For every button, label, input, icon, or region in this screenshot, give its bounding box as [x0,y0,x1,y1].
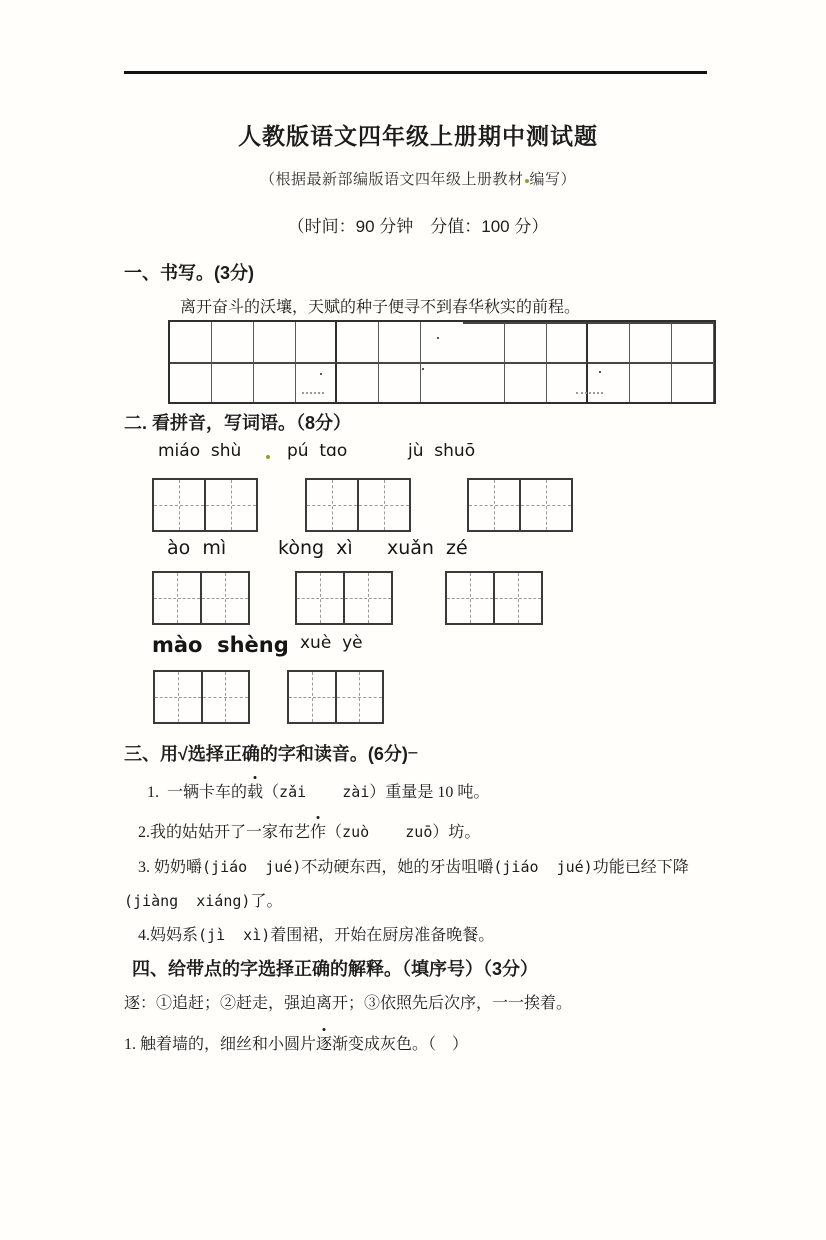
writing-grid [168,320,716,404]
grid-cell [463,362,505,402]
grid-cell [505,322,547,362]
tian-grid-box [153,670,250,724]
grid-cell [212,362,254,402]
section-2-heading: 二. 看拼音，写词语。（8分） [124,413,352,433]
doc-subtitle [124,168,712,189]
grid-cell [630,322,672,362]
question-4 [124,923,712,948]
tian-grid-box [467,478,573,532]
grid-cell [588,362,630,402]
pinyin-choices: zuò zuō [342,823,433,841]
grid-cell [212,322,254,362]
pinyin-word: kòng xì [278,537,353,559]
question-text: 4.妈妈系 [138,927,199,944]
watermark-dot [525,179,529,183]
grid-cell [379,322,421,362]
grid-cell [547,322,589,362]
grid-cell [547,362,589,402]
tian-cell [289,672,335,722]
section-3-heading-text: 三、用√选择正确的字和读音。(6分) [124,744,408,764]
pinyin-choices: (jiàng xiáng) [124,892,251,910]
pinyin-word: miáo shù [158,441,242,461]
tian-cell [155,672,201,722]
print-smudge [302,392,324,394]
question-text: 1. 一辆卡车的 [147,784,248,801]
question-3-line-1 [124,855,712,880]
header-rule [124,71,707,74]
grid-cell [170,322,212,362]
question-text: 了。 [250,893,283,910]
page-content [124,71,712,1057]
grid-cell [296,362,338,402]
tian-cell [307,480,357,530]
pinyin-choices: (jì xì) [198,926,271,944]
paren-open: （ [326,824,343,841]
tian-grid-box [287,670,384,724]
grid-cell [337,322,379,362]
grid-cell [296,322,338,362]
tian-cell [447,573,493,623]
definition-gloss: 逐：①追赶；②赶走，强迫离开；③依照先后次序，一一挨着。 [124,995,573,1012]
watermark-dot [266,455,270,459]
question-2 [124,820,712,845]
page-title: 人教版语文四年级上册期中测试题 [238,124,598,149]
subtitle-text-post: 编写） [529,171,577,188]
answer-box-row-3 [124,670,712,724]
pinyin-word: xuè yè [300,633,363,653]
emphasized-char: 逐 [316,1033,332,1057]
answer-box-row-1 [124,478,712,532]
pinyin-word: ào mì [167,537,227,559]
ink-speck [599,371,601,373]
section-3-heading [124,743,712,768]
pinyin-word: jù shuō [408,441,476,461]
grid-cell [463,322,505,362]
tian-cell [335,672,383,722]
stray-dash-mark: --- [407,745,417,759]
tian-cell [204,480,256,530]
section-4-heading: 四、给带点的字选择正确的解释。（填序号）（3分） [132,959,539,979]
answer-box-row-2 [124,571,712,625]
grid-cell [672,362,714,402]
tian-cell [200,573,248,623]
question-text: 1. 触着墙的，细丝和小圆片 [124,1036,317,1053]
question-3-line-2 [124,889,712,914]
grid-cell [630,362,672,402]
tian-cell [493,573,541,623]
tian-cell [201,672,249,722]
exercise-item-1 [124,1033,712,1057]
pinyin-row-3 [124,633,712,661]
tian-cell [343,573,391,623]
pinyin-choices: (jiáo jué) [202,858,302,876]
pinyin-choices: zǎi zài [279,783,370,801]
pinyin-choices: (jiáo jué) [493,858,593,876]
question-text: 着围裙，开始在厨房准备晚餐。 [270,927,495,944]
question-text-with-answer-blank: 渐变成灰色。（ ） [332,1036,469,1053]
exam-time-score: （时间：90 分钟 分值：100 分） [287,217,549,236]
pinyin-row-1 [124,441,712,465]
grid-cell [505,362,547,402]
tian-cell [469,480,519,530]
grid-cell [421,362,463,402]
grid-cell [254,322,296,362]
tian-cell [154,480,204,530]
tian-cell [297,573,343,623]
print-smudge [576,392,603,394]
pinyin-word: pú tɑo [287,441,348,461]
emphasized-char: 作 [310,821,326,845]
tian-cell [154,573,200,623]
tian-grid-box [445,571,543,625]
question-text: 3. 奶奶嚼 [138,859,203,876]
tian-grid-box [152,478,258,532]
question-text: ）重量是 10 吨。 [369,784,490,801]
tian-grid-box [295,571,393,625]
grid-cell [170,362,212,402]
section-1-heading: 一、书写。(3分) [124,263,254,283]
question-text: 功能已经下降 [592,859,689,876]
copy-sentence: 离开奋斗的沃壤，天赋的种子便寻不到春华秋实的前程。 [180,299,581,316]
ink-speck [320,373,322,375]
emphasized-char: 载 [247,781,263,805]
grid-cell [421,322,463,362]
grid-cell [254,362,296,402]
question-text: 2.我的姑姑开了一家布艺 [138,824,311,841]
grid-cell [337,362,379,402]
tian-cell [519,480,571,530]
pinyin-row-2 [124,537,712,564]
ink-speck [437,337,439,339]
paren-open: （ [263,784,280,801]
tian-grid-box [152,571,250,625]
tian-grid-box [305,478,411,532]
grid-cell [588,322,630,362]
tian-cell [357,480,409,530]
grid-cell [672,322,714,362]
question-text: 不动硬东西，她的牙齿咀嚼 [301,859,494,876]
question-1 [124,780,712,805]
question-text: ）坊。 [432,824,481,841]
ink-speck [422,368,424,370]
test-paper-page [0,71,826,1240]
pinyin-word: xuǎn zé [387,537,468,559]
pinyin-word: mào shèng [152,633,289,657]
subtitle-text-pre: （根据最新部编版语文四年级上册教材 [259,171,524,188]
grid-cell [379,362,421,402]
